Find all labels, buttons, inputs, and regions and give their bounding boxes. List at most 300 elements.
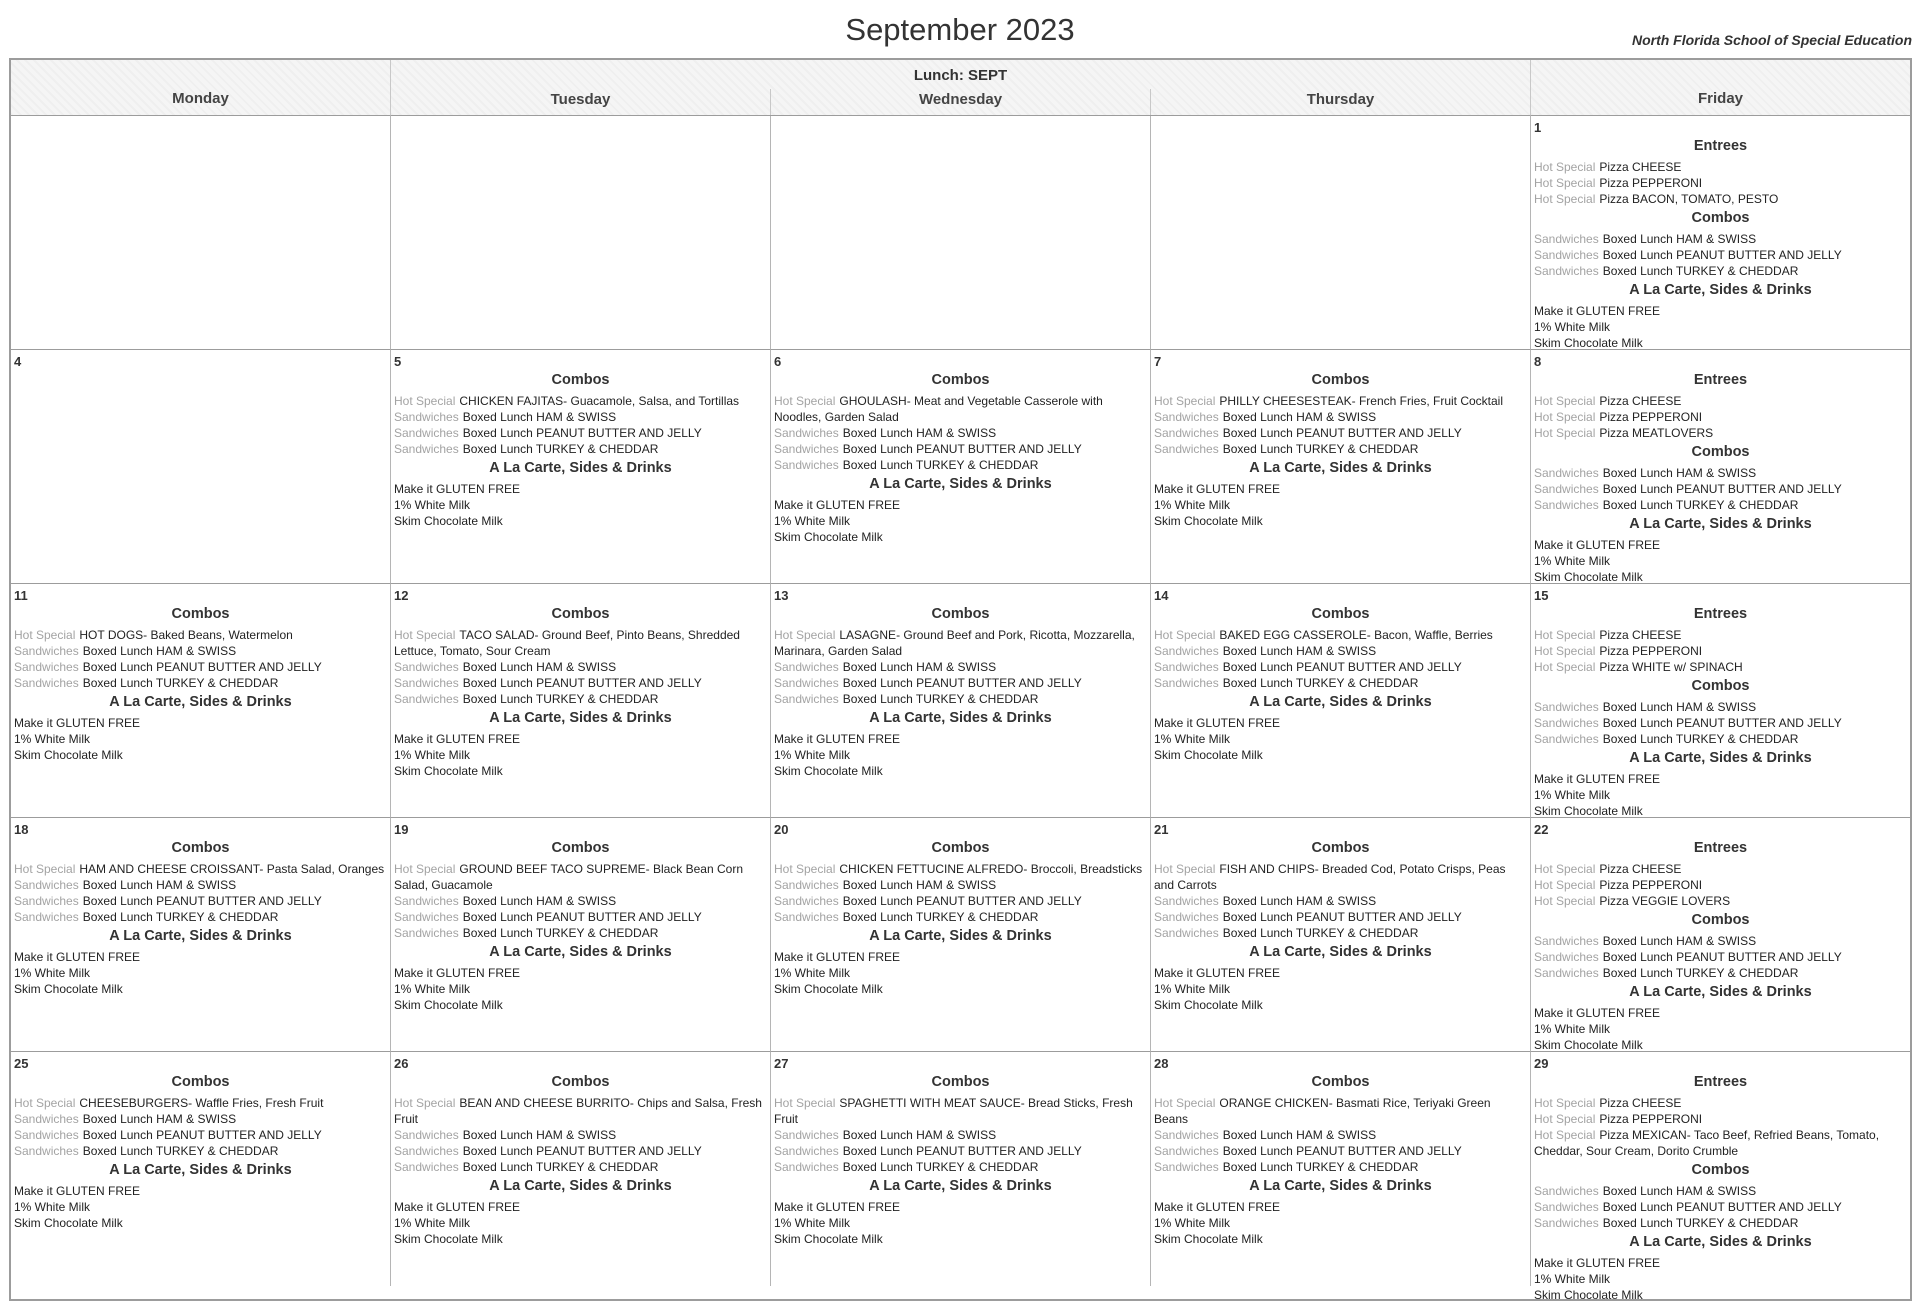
menu-item-category: Sandwiches bbox=[774, 660, 839, 674]
menu-item-category: Sandwiches bbox=[1534, 950, 1599, 964]
menu-item bbox=[1154, 861, 1527, 893]
menu-item-category: Sandwiches bbox=[1154, 926, 1219, 940]
menu-item bbox=[14, 861, 387, 877]
menu-item-text: Make it GLUTEN FREE bbox=[1534, 1256, 1661, 1270]
menu-item-text: 1% White Milk bbox=[774, 966, 851, 980]
menu-item bbox=[14, 675, 387, 691]
day-cell bbox=[1151, 116, 1531, 350]
menu-item-category: Sandwiches bbox=[774, 458, 839, 472]
day-number: 19 bbox=[394, 822, 409, 837]
menu-item bbox=[1154, 997, 1527, 1013]
menu-item bbox=[1534, 699, 1907, 715]
menu-item-text: 1% White Milk bbox=[14, 732, 91, 746]
menu-section-title: Combos bbox=[171, 1074, 230, 1090]
menu-item bbox=[14, 731, 387, 747]
menu-item bbox=[1534, 1005, 1907, 1021]
menu-item-text: Boxed Lunch TURKEY & CHEDDAR bbox=[1602, 732, 1799, 746]
menu-item bbox=[1154, 1199, 1527, 1215]
menu-item-text: 1% White Milk bbox=[1534, 1022, 1611, 1036]
menu-item-text: 1% White Milk bbox=[394, 498, 471, 512]
menu-item bbox=[774, 1127, 1147, 1143]
day-number: 29 bbox=[1534, 1056, 1549, 1071]
menu-item-text: 1% White Milk bbox=[774, 514, 851, 528]
menu-item bbox=[394, 893, 767, 909]
menu-item-category: Sandwiches bbox=[1154, 660, 1219, 674]
menu-item bbox=[1154, 893, 1527, 909]
menu-item-category: Hot Special bbox=[1534, 192, 1596, 206]
menu-item-category: Sandwiches bbox=[14, 910, 79, 924]
menu-section-title: A La Carte, Sides & Drinks bbox=[489, 710, 672, 726]
menu-item bbox=[774, 675, 1147, 691]
menu-item-text: Boxed Lunch HAM & SWISS bbox=[842, 1128, 997, 1142]
menu-item-category: Hot Special bbox=[1534, 878, 1596, 892]
menu-section-title: Combos bbox=[1691, 912, 1750, 928]
menu-item-category: Sandwiches bbox=[1534, 248, 1599, 262]
menu-item bbox=[14, 659, 387, 675]
menu-item-category: Hot Special bbox=[394, 862, 456, 876]
menu-section-title: A La Carte, Sides & Drinks bbox=[109, 928, 292, 944]
header-monday bbox=[11, 60, 391, 116]
menu-item-text: Skim Chocolate Milk bbox=[1154, 998, 1263, 1012]
menu-item-category: Sandwiches bbox=[1534, 1216, 1599, 1230]
menu-item bbox=[394, 909, 767, 925]
day-number: 11 bbox=[14, 588, 28, 603]
menu-item bbox=[394, 513, 767, 529]
menu-section-title: A La Carte, Sides & Drinks bbox=[1249, 1178, 1432, 1194]
menu-item bbox=[1534, 393, 1907, 409]
day-cell bbox=[1151, 350, 1531, 584]
day-number: 21 bbox=[1154, 822, 1169, 837]
menu-item-category: Sandwiches bbox=[1534, 232, 1599, 246]
menu-item bbox=[774, 1159, 1147, 1175]
menu-item-category: Sandwiches bbox=[1154, 910, 1219, 924]
menu-item-category: Sandwiches bbox=[1154, 410, 1219, 424]
menu-item bbox=[1154, 1231, 1527, 1247]
menu-item-text: Skim Chocolate Milk bbox=[774, 530, 883, 544]
menu-section-title: Combos bbox=[1311, 1074, 1370, 1090]
day-number: 20 bbox=[774, 822, 789, 837]
menu-item bbox=[774, 949, 1147, 965]
menu-item-text: Boxed Lunch TURKEY & CHEDDAR bbox=[842, 1160, 1039, 1174]
menu-section-title: Combos bbox=[551, 372, 610, 388]
menu-item-text: Boxed Lunch TURKEY & CHEDDAR bbox=[1602, 498, 1799, 512]
menu-item bbox=[1154, 925, 1527, 941]
menu-item bbox=[774, 1199, 1147, 1215]
menu-item-text: Make it GLUTEN FREE bbox=[1154, 1200, 1281, 1214]
menu-item bbox=[1534, 861, 1907, 877]
menu-item-text: Skim Chocolate Milk bbox=[1154, 748, 1263, 762]
menu-item-text: Skim Chocolate Milk bbox=[394, 514, 503, 528]
menu-item bbox=[14, 877, 387, 893]
menu-section-title: Combos bbox=[1311, 840, 1370, 856]
menu-item-text: FISH AND CHIPS- Breaded Cod, Potato Crisps, Peas and Carrots bbox=[1154, 862, 1506, 892]
menu-item-category: Sandwiches bbox=[774, 1128, 839, 1142]
day-cell bbox=[11, 116, 391, 350]
menu-section-title: Combos bbox=[1691, 210, 1750, 226]
menu-item bbox=[1534, 497, 1907, 513]
menu-item-category: Sandwiches bbox=[1534, 732, 1599, 746]
menu-item bbox=[1154, 1095, 1527, 1127]
menu-item-category: Sandwiches bbox=[14, 660, 79, 674]
menu-item bbox=[394, 1095, 767, 1127]
header-friday bbox=[1531, 60, 1910, 116]
menu-item-category: Sandwiches bbox=[774, 894, 839, 908]
header-lunch-group bbox=[391, 60, 1531, 116]
menu-item-category: Sandwiches bbox=[1154, 442, 1219, 456]
menu-item bbox=[774, 909, 1147, 925]
weekday-label: Tuesday bbox=[391, 89, 771, 115]
menu-item bbox=[774, 1215, 1147, 1231]
menu-section-title: Combos bbox=[171, 606, 230, 622]
menu-section-title: Combos bbox=[551, 1074, 610, 1090]
menu-section-title: Combos bbox=[1311, 606, 1370, 622]
menu-item bbox=[1154, 643, 1527, 659]
day-number: 28 bbox=[1154, 1056, 1169, 1071]
menu-item bbox=[1534, 569, 1907, 585]
menu-item bbox=[1534, 465, 1907, 481]
menu-item-category: Sandwiches bbox=[774, 1160, 839, 1174]
menu-item-text: Make it GLUTEN FREE bbox=[14, 950, 141, 964]
menu-item bbox=[1534, 263, 1907, 279]
menu-item-category: Sandwiches bbox=[394, 894, 459, 908]
menu-item-text: 1% White Milk bbox=[394, 748, 471, 762]
menu-item-text: Boxed Lunch HAM & SWISS bbox=[1222, 894, 1377, 908]
menu-item bbox=[394, 1231, 767, 1247]
menu-item bbox=[1154, 513, 1527, 529]
menu-item-text: 1% White Milk bbox=[1534, 1272, 1611, 1286]
menu-item-category: Hot Special bbox=[1154, 1096, 1216, 1110]
menu-item bbox=[1154, 1127, 1527, 1143]
menu-item-category: Sandwiches bbox=[394, 442, 459, 456]
menu-item-text: Boxed Lunch TURKEY & CHEDDAR bbox=[462, 442, 659, 456]
menu-item bbox=[1154, 409, 1527, 425]
day-number: 5 bbox=[394, 354, 402, 369]
menu-item-text: Boxed Lunch PEANUT BUTTER AND JELLY bbox=[1602, 248, 1842, 262]
menu-item-text: Boxed Lunch PEANUT BUTTER AND JELLY bbox=[842, 676, 1082, 690]
menu-item-text: Make it GLUTEN FREE bbox=[1154, 716, 1281, 730]
menu-item bbox=[774, 747, 1147, 763]
menu-item-category: Sandwiches bbox=[1534, 482, 1599, 496]
menu-item bbox=[1534, 481, 1907, 497]
menu-item bbox=[1534, 933, 1907, 949]
menu-item-category: Sandwiches bbox=[774, 676, 839, 690]
menu-item bbox=[394, 659, 767, 675]
menu-item bbox=[394, 425, 767, 441]
menu-item bbox=[1534, 1255, 1907, 1271]
day-cell bbox=[11, 584, 391, 818]
menu-item bbox=[774, 659, 1147, 675]
menu-item-category: Sandwiches bbox=[774, 910, 839, 924]
menu-item-text: 1% White Milk bbox=[1154, 732, 1231, 746]
menu-item-text: Make it GLUTEN FREE bbox=[1534, 538, 1661, 552]
menu-item-text: Make it GLUTEN FREE bbox=[774, 950, 901, 964]
menu-item-category: Sandwiches bbox=[1534, 966, 1599, 980]
menu-section-title: Combos bbox=[931, 840, 990, 856]
menu-section-title: A La Carte, Sides & Drinks bbox=[109, 694, 292, 710]
menu-item-category: Sandwiches bbox=[394, 1160, 459, 1174]
menu-item bbox=[1534, 1095, 1907, 1111]
menu-item bbox=[1154, 909, 1527, 925]
menu-item-text: 1% White Milk bbox=[774, 748, 851, 762]
menu-item-category: Hot Special bbox=[1534, 1128, 1596, 1142]
menu-item-category: Sandwiches bbox=[14, 676, 79, 690]
menu-section-title: Combos bbox=[931, 606, 990, 622]
menu-item-category: Sandwiches bbox=[394, 910, 459, 924]
menu-section-title: Combos bbox=[171, 840, 230, 856]
menu-item bbox=[1534, 409, 1907, 425]
menu-item bbox=[774, 393, 1147, 425]
menu-item-text: Boxed Lunch TURKEY & CHEDDAR bbox=[462, 1160, 659, 1174]
menu-item bbox=[394, 497, 767, 513]
menu-item-category: Hot Special bbox=[1154, 628, 1216, 642]
menu-item-text: 1% White Milk bbox=[394, 982, 471, 996]
menu-item bbox=[14, 1183, 387, 1199]
menu-item-text: 1% White Milk bbox=[1154, 982, 1231, 996]
menu-item bbox=[14, 893, 387, 909]
day-number: 12 bbox=[394, 588, 409, 603]
menu-item-text: Boxed Lunch HAM & SWISS bbox=[462, 660, 617, 674]
menu-item-text: Skim Chocolate Milk bbox=[774, 1232, 883, 1246]
menu-item-text: 1% White Milk bbox=[1154, 498, 1231, 512]
menu-item bbox=[394, 1215, 767, 1231]
menu-item-text: Skim Chocolate Milk bbox=[14, 1216, 123, 1230]
menu-item bbox=[774, 731, 1147, 747]
menu-section-title: Combos bbox=[1691, 678, 1750, 694]
day-cell bbox=[771, 350, 1151, 584]
menu-item-category: Sandwiches bbox=[1154, 1160, 1219, 1174]
menu-item bbox=[394, 1143, 767, 1159]
menu-item-text: 1% White Milk bbox=[14, 966, 91, 980]
menu-item bbox=[1534, 715, 1907, 731]
menu-item-category: Hot Special bbox=[14, 862, 76, 876]
menu-section-title: A La Carte, Sides & Drinks bbox=[869, 476, 1052, 492]
menu-item bbox=[1534, 771, 1907, 787]
menu-item-category: Sandwiches bbox=[1154, 676, 1219, 690]
menu-item bbox=[1534, 1271, 1907, 1287]
menu-item bbox=[14, 1111, 387, 1127]
page-title: September 2023 bbox=[845, 12, 1075, 47]
menu-section-title: A La Carte, Sides & Drinks bbox=[1249, 460, 1432, 476]
menu-section-title: Combos bbox=[551, 840, 610, 856]
menu-item-text: Make it GLUTEN FREE bbox=[14, 716, 141, 730]
menu-section-title: Entrees bbox=[1693, 138, 1748, 154]
menu-item-category: Hot Special bbox=[1534, 426, 1596, 440]
menu-item bbox=[1534, 1199, 1907, 1215]
menu-item-category: Hot Special bbox=[1534, 628, 1596, 642]
menu-item-text: Skim Chocolate Milk bbox=[1154, 514, 1263, 528]
menu-item-category: Sandwiches bbox=[394, 660, 459, 674]
menu-item-text: Boxed Lunch PEANUT BUTTER AND JELLY bbox=[462, 426, 702, 440]
menu-section-title: A La Carte, Sides & Drinks bbox=[489, 460, 672, 476]
menu-section-title: A La Carte, Sides & Drinks bbox=[869, 710, 1052, 726]
menu-item bbox=[774, 627, 1147, 659]
menu-item-text: 1% White Milk bbox=[14, 1200, 91, 1214]
menu-item bbox=[774, 513, 1147, 529]
menu-item-text: Boxed Lunch TURKEY & CHEDDAR bbox=[462, 692, 659, 706]
menu-item bbox=[14, 965, 387, 981]
menu-item-text: Skim Chocolate Milk bbox=[14, 748, 123, 762]
menu-item-text: Boxed Lunch HAM & SWISS bbox=[1602, 934, 1757, 948]
menu-item bbox=[774, 497, 1147, 513]
menu-item-text: Boxed Lunch PEANUT BUTTER AND JELLY bbox=[1222, 426, 1462, 440]
menu-item-text: Skim Chocolate Milk bbox=[1154, 1232, 1263, 1246]
menu-item-text: HOT DOGS- Baked Beans, Watermelon bbox=[79, 628, 293, 642]
menu-item-text: Boxed Lunch HAM & SWISS bbox=[842, 426, 997, 440]
menu-item bbox=[1534, 553, 1907, 569]
menu-item bbox=[1534, 1127, 1907, 1159]
weekday-label: Wednesday bbox=[771, 89, 1151, 115]
menu-item bbox=[394, 763, 767, 779]
menu-item-text: CHICKEN FAJITAS- Guacamole, Salsa, and Tortillas bbox=[459, 394, 740, 408]
menu-item-text: Skim Chocolate Milk bbox=[774, 982, 883, 996]
menu-item-category: Sandwiches bbox=[774, 692, 839, 706]
menu-item-category: Hot Special bbox=[1534, 160, 1596, 174]
calendar-grid bbox=[9, 58, 1912, 1301]
day-number: 13 bbox=[774, 588, 789, 603]
menu-item-text: Pizza MEXICAN- Taco Beef, Refried Beans, Tomato, Cheddar, Sour Cream, Dorito Crumble bbox=[1534, 1128, 1880, 1158]
menu-item bbox=[1154, 627, 1527, 643]
menu-item bbox=[1534, 425, 1907, 441]
day-cell bbox=[1531, 1052, 1910, 1302]
menu-item bbox=[1534, 159, 1907, 175]
menu-item-text: Boxed Lunch TURKEY & CHEDDAR bbox=[842, 692, 1039, 706]
menu-item-category: Hot Special bbox=[394, 394, 456, 408]
day-number: 18 bbox=[14, 822, 29, 837]
menu-item-category: Sandwiches bbox=[774, 442, 839, 456]
menu-item-category: Sandwiches bbox=[394, 692, 459, 706]
menu-section-title: A La Carte, Sides & Drinks bbox=[1249, 944, 1432, 960]
menu-item bbox=[394, 747, 767, 763]
menu-item-text: ORANGE CHICKEN- Basmati Rice, Teriyaki Green Beans bbox=[1154, 1096, 1491, 1126]
day-cell bbox=[11, 1052, 391, 1286]
menu-item-category: Sandwiches bbox=[1534, 934, 1599, 948]
menu-item-text: Boxed Lunch TURKEY & CHEDDAR bbox=[1602, 1216, 1799, 1230]
menu-item-text: 1% White Milk bbox=[1534, 788, 1611, 802]
menu-section-title: Combos bbox=[931, 372, 990, 388]
menu-item-category: Sandwiches bbox=[1154, 1128, 1219, 1142]
menu-item-text: Boxed Lunch PEANUT BUTTER AND JELLY bbox=[842, 894, 1082, 908]
menu-item-text: Make it GLUTEN FREE bbox=[394, 1200, 521, 1214]
menu-item-category: Hot Special bbox=[1534, 1096, 1596, 1110]
day-number: 1 bbox=[1534, 120, 1542, 135]
menu-item bbox=[774, 1143, 1147, 1159]
menu-item bbox=[14, 909, 387, 925]
menu-item bbox=[1534, 231, 1907, 247]
day-cell bbox=[1531, 116, 1910, 350]
menu-item-text: Make it GLUTEN FREE bbox=[774, 1200, 901, 1214]
menu-item-text: Boxed Lunch HAM & SWISS bbox=[1222, 644, 1377, 658]
menu-item-text: GHOULASH- Meat and Vegetable Casserole with Noodles, Garden Salad bbox=[774, 394, 1103, 424]
menu-item bbox=[1154, 731, 1527, 747]
menu-item-text: Boxed Lunch HAM & SWISS bbox=[462, 410, 617, 424]
day-number: 4 bbox=[14, 354, 22, 369]
menu-item-text: Pizza PEPPERONI bbox=[1599, 644, 1703, 658]
menu-item-text: Boxed Lunch PEANUT BUTTER AND JELLY bbox=[462, 910, 702, 924]
day-cell bbox=[391, 350, 771, 584]
menu-item bbox=[394, 393, 767, 409]
menu-item-category: Sandwiches bbox=[14, 1128, 79, 1142]
menu-item-category: Hot Special bbox=[774, 628, 836, 642]
menu-item bbox=[394, 997, 767, 1013]
menu-item bbox=[774, 861, 1147, 877]
menu-item bbox=[14, 1127, 387, 1143]
menu-item-category: Sandwiches bbox=[1154, 644, 1219, 658]
menu-item-text: Pizza CHEESE bbox=[1599, 160, 1682, 174]
menu-item-text: Make it GLUTEN FREE bbox=[1154, 482, 1281, 496]
menu-item-category: Hot Special bbox=[1534, 1112, 1596, 1126]
menu-item-category: Sandwiches bbox=[774, 426, 839, 440]
menu-item-text: Make it GLUTEN FREE bbox=[14, 1184, 141, 1198]
menu-item bbox=[1154, 1215, 1527, 1231]
menu-item-text: Boxed Lunch PEANUT BUTTER AND JELLY bbox=[462, 1144, 702, 1158]
day-cell bbox=[391, 818, 771, 1052]
day-cell bbox=[1151, 818, 1531, 1052]
menu-item-text: Skim Chocolate Milk bbox=[394, 764, 503, 778]
day-number: 15 bbox=[1534, 588, 1549, 603]
menu-section-title: Entrees bbox=[1693, 372, 1748, 388]
menu-item-text: 1% White Milk bbox=[394, 1216, 471, 1230]
menu-item-category: Sandwiches bbox=[1154, 894, 1219, 908]
day-cell bbox=[771, 818, 1151, 1052]
menu-item-text: Pizza PEPPERONI bbox=[1599, 176, 1703, 190]
menu-item-category: Hot Special bbox=[394, 1096, 456, 1110]
menu-item bbox=[1154, 675, 1527, 691]
menu-section-title: Combos bbox=[1691, 444, 1750, 460]
menu-item-category: Sandwiches bbox=[14, 894, 79, 908]
menu-item bbox=[1154, 659, 1527, 675]
menu-section-title: A La Carte, Sides & Drinks bbox=[1629, 750, 1812, 766]
menu-item bbox=[1154, 393, 1527, 409]
menu-section-title: Combos bbox=[551, 606, 610, 622]
weekday-label: Monday bbox=[172, 90, 229, 107]
menu-item-category: Sandwiches bbox=[774, 878, 839, 892]
menu-item-text: SPAGHETTI WITH MEAT SAUCE- Bread Sticks, Fresh Fruit bbox=[774, 1096, 1133, 1126]
menu-item bbox=[394, 409, 767, 425]
menu-item-text: Boxed Lunch PEANUT BUTTER AND JELLY bbox=[1602, 1200, 1842, 1214]
day-number: 22 bbox=[1534, 822, 1549, 837]
menu-item-text: Boxed Lunch TURKEY & CHEDDAR bbox=[462, 926, 659, 940]
menu-item bbox=[1534, 1215, 1907, 1231]
menu-item-text: BEAN AND CHEESE BURRITO- Chips and Salsa, Fresh Fruit bbox=[394, 1096, 762, 1126]
menu-item-category: Sandwiches bbox=[1154, 1144, 1219, 1158]
day-cell bbox=[1531, 350, 1910, 584]
menu-item-text: Pizza WHITE w/ SPINACH bbox=[1599, 660, 1743, 674]
menu-item bbox=[774, 981, 1147, 997]
menu-item bbox=[1154, 1159, 1527, 1175]
menu-item bbox=[1534, 303, 1907, 319]
menu-item bbox=[394, 925, 767, 941]
menu-item bbox=[774, 1231, 1147, 1247]
menu-item bbox=[14, 1199, 387, 1215]
menu-item-text: 1% White Milk bbox=[1154, 1216, 1231, 1230]
menu-item-text: Boxed Lunch HAM & SWISS bbox=[1602, 700, 1757, 714]
menu-item-text: HAM AND CHEESE CROISSANT- Pasta Salad, Oranges bbox=[79, 862, 385, 876]
day-number: 7 bbox=[1154, 354, 1162, 369]
day-cell bbox=[391, 584, 771, 818]
menu-section-title: A La Carte, Sides & Drinks bbox=[1629, 282, 1812, 298]
menu-item bbox=[1154, 1143, 1527, 1159]
menu-item-text: Make it GLUTEN FREE bbox=[1534, 304, 1661, 318]
menu-item-text: Boxed Lunch PEANUT BUTTER AND JELLY bbox=[82, 894, 322, 908]
day-cell bbox=[1531, 818, 1910, 1052]
lunch-title: Lunch: SEPT bbox=[913, 67, 1008, 84]
menu-item bbox=[1154, 441, 1527, 457]
menu-item-category: Sandwiches bbox=[14, 1144, 79, 1158]
menu-item-category: Sandwiches bbox=[14, 644, 79, 658]
menu-item-text: Make it GLUTEN FREE bbox=[394, 732, 521, 746]
menu-item-text: Boxed Lunch HAM & SWISS bbox=[1602, 466, 1757, 480]
menu-item-category: Sandwiches bbox=[394, 926, 459, 940]
